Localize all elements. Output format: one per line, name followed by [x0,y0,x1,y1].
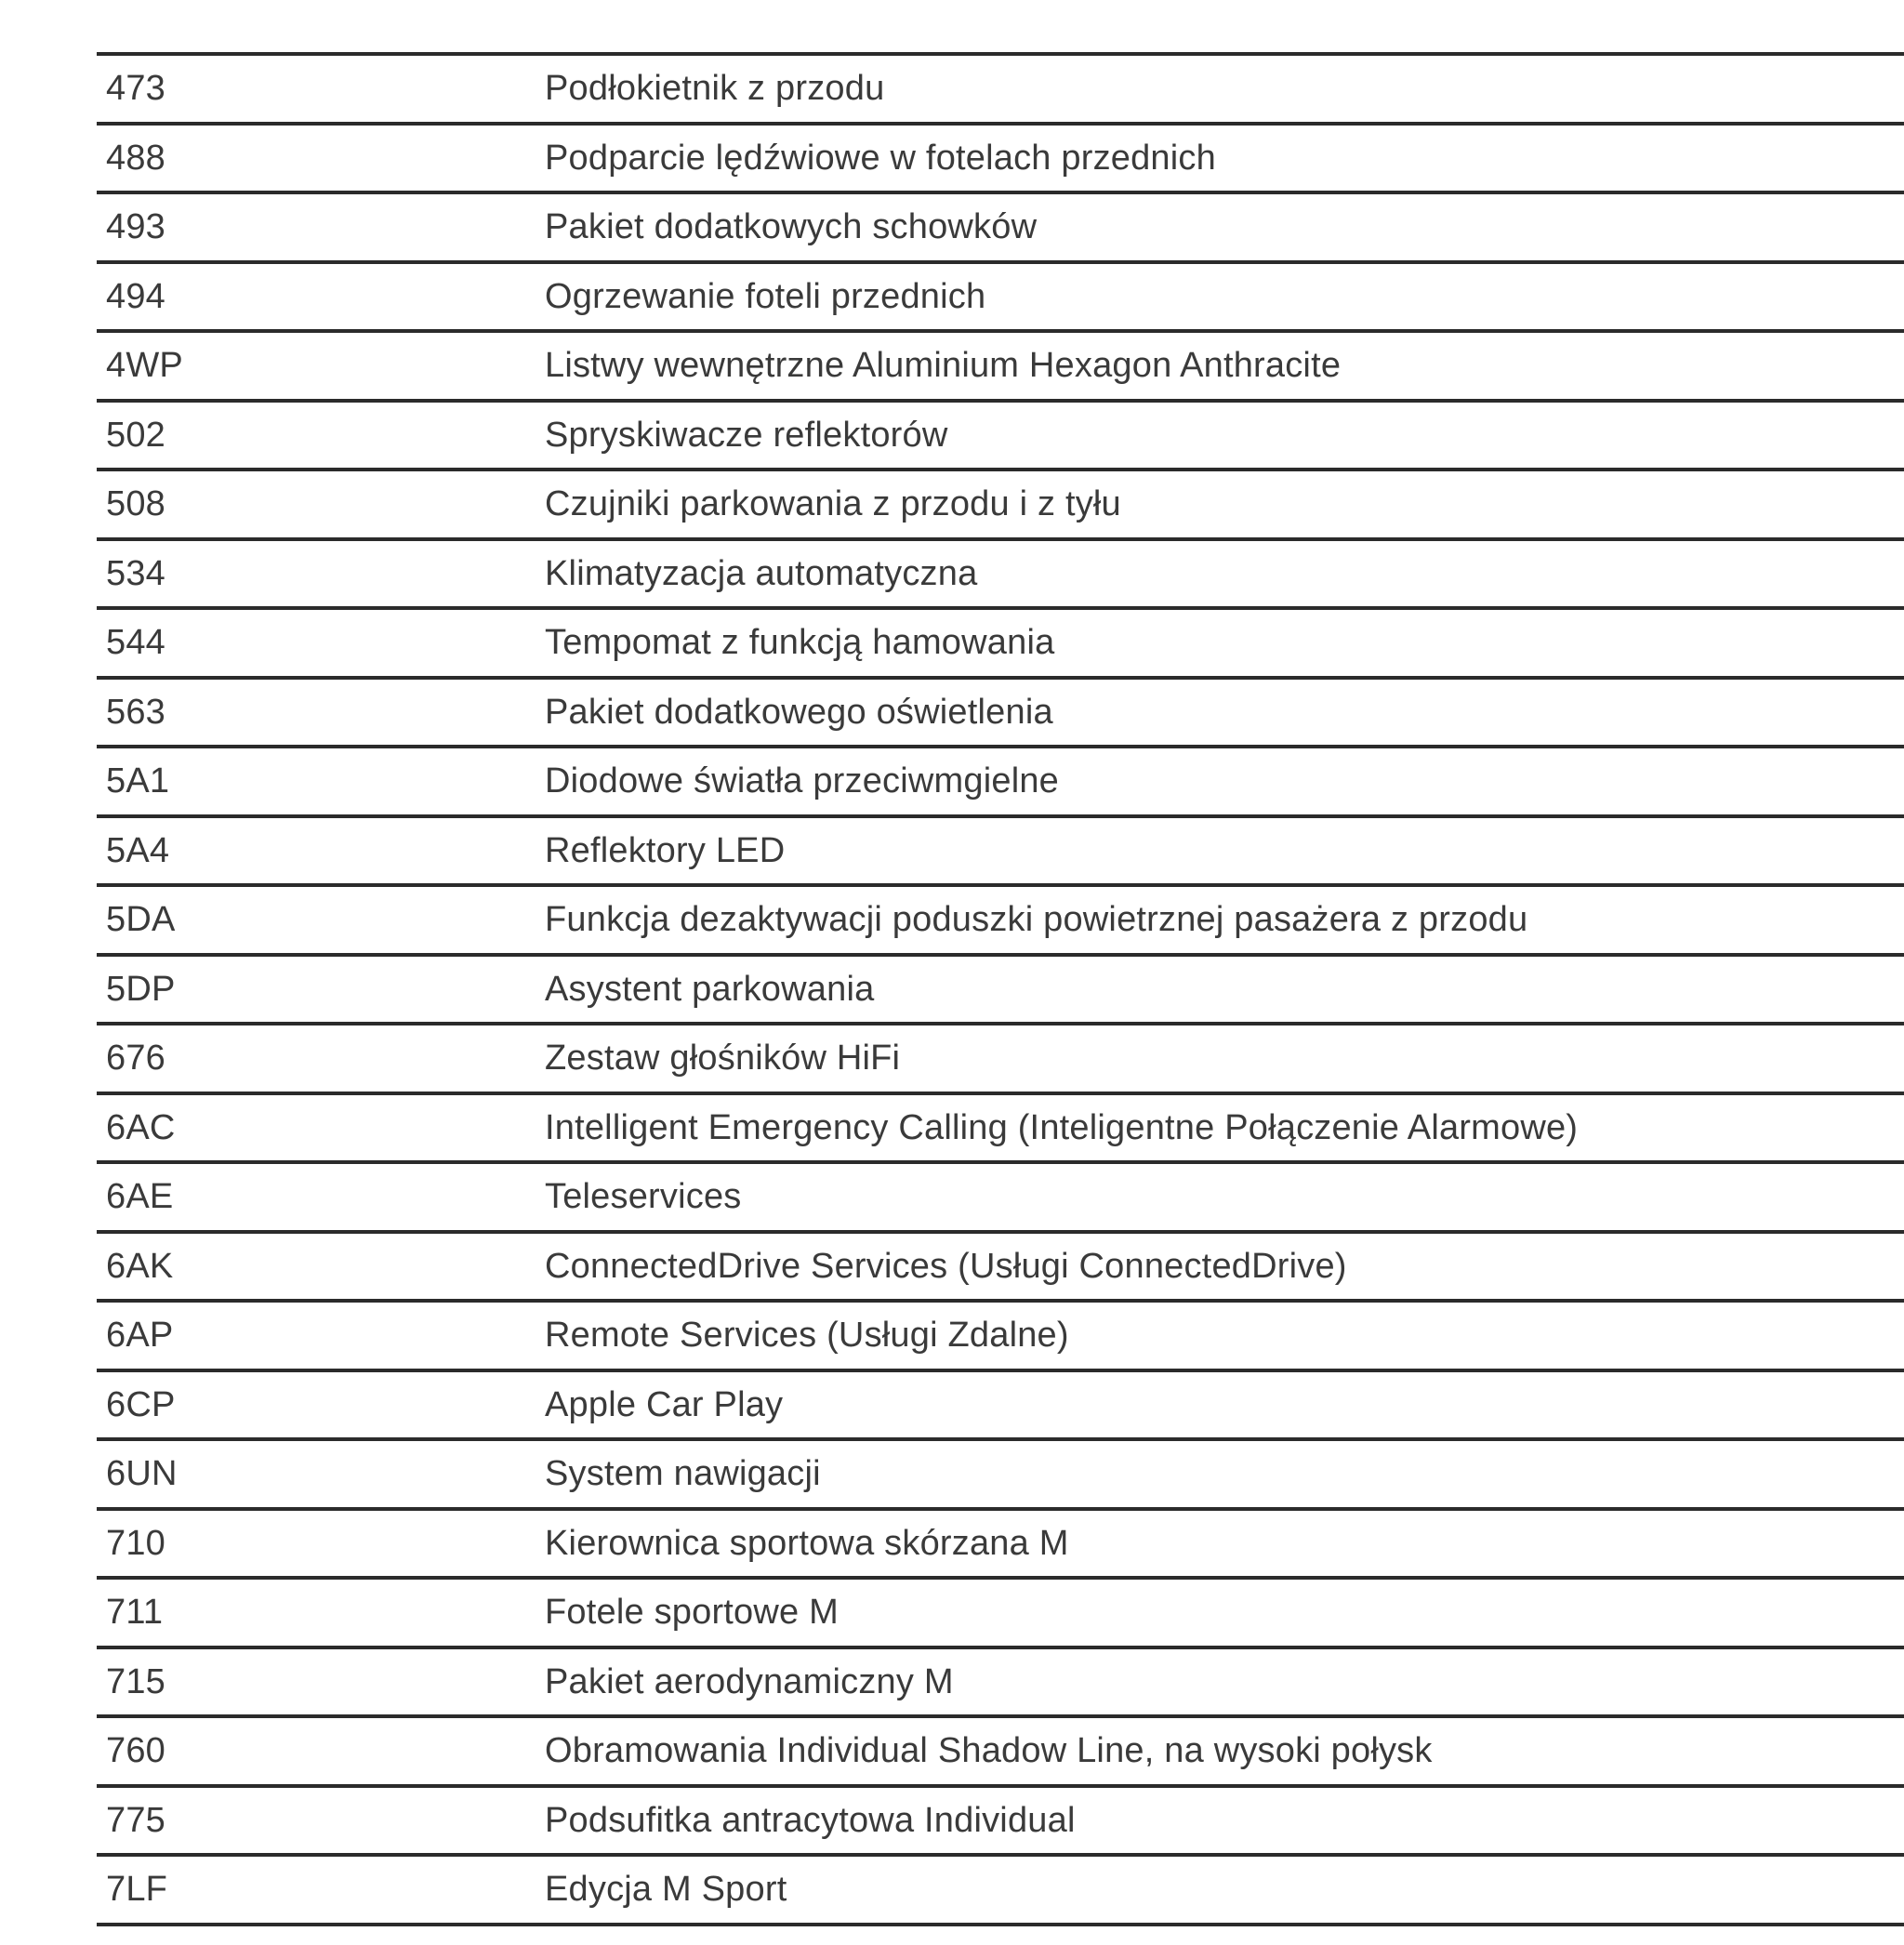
table-row [97,1372,1904,1442]
table-row [97,126,1904,195]
option-description: Czujniki parkowania z przodu i z tyłu [545,484,1121,524]
option-description: Diodowe światła przeciwmgielne [545,761,1060,801]
option-code: 502 [106,415,166,455]
table-row [97,1095,1904,1165]
option-code: 473 [106,69,166,109]
option-description: ConnectedDrive Services (Usługi ConnectedDrive) [545,1246,1347,1286]
option-description: Obramowania Individual Shadow Line, na wysoki połysk [545,1731,1433,1771]
option-description: Podłokietnik z przodu [545,69,885,109]
option-description: Pakiet dodatkowych schowków [545,207,1038,247]
option-code: 488 [106,138,166,178]
option-code: 711 [106,1593,164,1633]
table-row [97,1441,1904,1511]
option-code: 7LF [106,1870,168,1910]
table-row [97,887,1904,957]
option-code: 4WP [106,346,183,386]
option-code: 676 [106,1039,166,1078]
option-description: Podparcie lędźwiowe w fotelach przednich [545,138,1216,178]
option-code: 6AE [106,1177,174,1217]
table-row [97,1303,1904,1372]
option-code: 6UN [106,1454,178,1494]
option-code: 508 [106,484,166,524]
option-code: 760 [106,1731,166,1771]
table-row [97,56,1904,126]
table-body [97,56,1904,1926]
table-row [97,194,1904,264]
option-description: Fotele sportowe M [545,1593,839,1633]
option-code: 6AP [106,1316,174,1356]
option-description: Tempomat z funkcją hamowania [545,623,1055,663]
option-description: Ogrzewanie foteli przednich [545,276,986,316]
table-row [97,1234,1904,1303]
option-description: Listwy wewnętrzne Aluminium Hexagon Anthracite [545,346,1342,386]
option-code: 534 [106,553,166,593]
option-description: Asystent parkowania [545,969,875,1009]
option-code: 6CP [106,1384,176,1424]
table-row [97,1718,1904,1788]
option-code: 563 [106,692,166,732]
option-description: Kierownica sportowa skórzana M [545,1523,1069,1563]
table-row [97,1164,1904,1234]
table-row [97,471,1904,541]
table-row [97,748,1904,818]
option-code: 6AC [106,1107,176,1147]
option-code: 5DA [106,900,176,940]
option-code: 5DP [106,969,176,1009]
option-description: Edycja M Sport [545,1870,787,1910]
option-description: Pakiet dodatkowego oświetlenia [545,692,1053,732]
table-row [97,541,1904,611]
option-code: 5A1 [106,761,170,801]
option-description: Pakiet aerodynamiczny M [545,1661,954,1701]
option-code: 494 [106,276,166,316]
option-description: System nawigacji [545,1454,821,1494]
table-row [97,1511,1904,1581]
option-code: 6AK [106,1246,174,1286]
option-description: Zestaw głośników HiFi [545,1039,901,1078]
table-row [97,818,1904,888]
option-code: 775 [106,1800,166,1840]
option-code: 544 [106,623,166,663]
table-row [97,1788,1904,1858]
option-description: Teleservices [545,1177,742,1217]
table-row [97,264,1904,334]
option-description: Spryskiwacze reflektorów [545,415,948,455]
option-description: Apple Car Play [545,1384,784,1424]
option-description: Reflektory LED [545,830,786,870]
table-row [97,403,1904,472]
option-description: Funkcja dezaktywacji poduszki powietrznej pasażera z przodu [545,900,1528,940]
option-description: Klimatyzacja automatyczna [545,553,978,593]
table-row [97,680,1904,749]
option-code: 493 [106,207,166,247]
table-row [97,1025,1904,1095]
option-description: Remote Services (Usługi Zdalne) [545,1316,1069,1356]
table-row [97,333,1904,403]
option-code: 5A4 [106,830,170,870]
table-row [97,1857,1904,1926]
table-row [97,957,1904,1026]
option-code: 715 [106,1661,166,1701]
equipment-table [97,52,1904,1926]
table-row [97,1649,1904,1719]
option-code: 710 [106,1523,166,1563]
table-row [97,610,1904,680]
option-description: Intelligent Emergency Calling (Inteligentne Połączenie Alarmowe) [545,1107,1579,1147]
table-row [97,1580,1904,1649]
option-description: Podsufitka antracytowa Individual [545,1800,1076,1840]
